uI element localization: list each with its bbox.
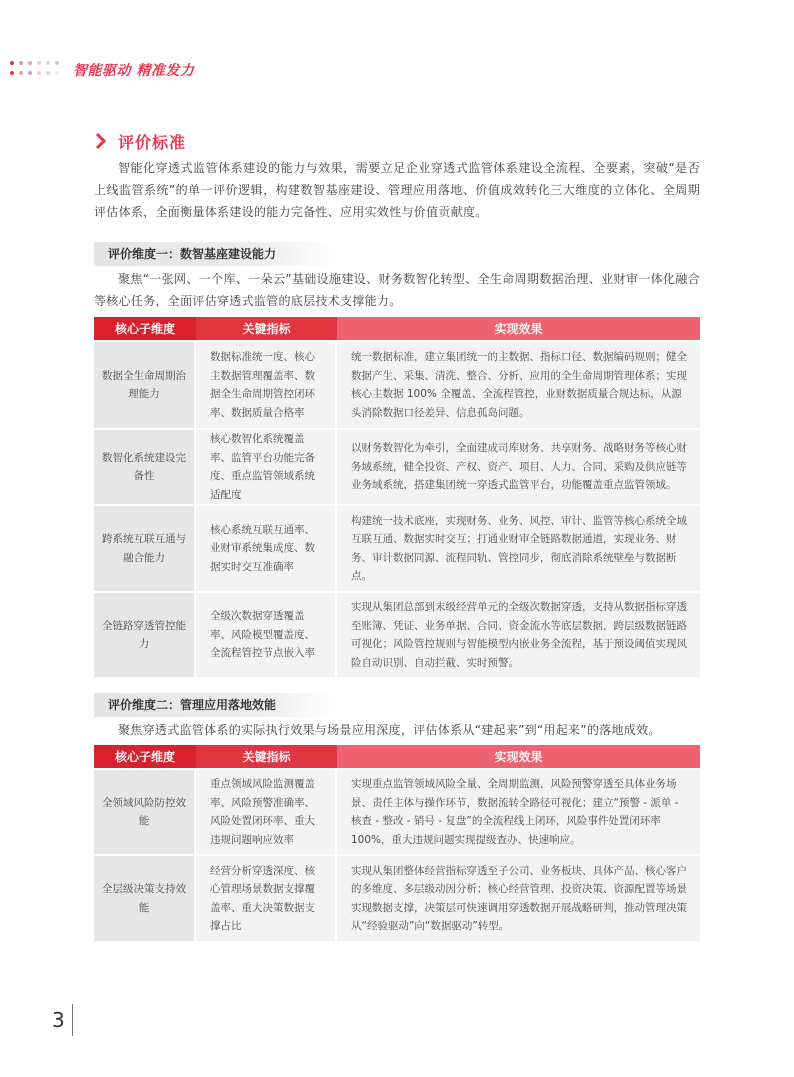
- brand-dot: [46, 61, 50, 65]
- header-key-indicator: 关键指标: [196, 317, 337, 340]
- header-sub-dimension: 核心子维度: [94, 745, 196, 768]
- row-sub-dimension: 数智化系统建设完备性: [94, 428, 196, 504]
- table-row: [94, 428, 700, 504]
- table-row: [94, 504, 700, 591]
- dimension1-table: [94, 317, 700, 677]
- row-indicator: 数据标准统一度、核心主数据管理覆盖率、数据全生命周期管控闭环率、数据质量合格率: [196, 340, 337, 428]
- dimension2-desc: 聚焦穿透式监管体系的实际执行效果与场景应用深度，评估体系从“建起来”到“用起来”的落地成效。: [118, 723, 661, 737]
- row-indicator: 经营分析穿透深度、核心管理场景数据支撑覆盖率、重大决策数据支撑占比: [196, 854, 337, 941]
- row-sub-dimension: 全链路穿透管控能力: [94, 591, 196, 677]
- header-effect: 实现效果: [337, 317, 700, 340]
- row-sub-dimension: 跨系统互联互通与融合能力: [94, 504, 196, 591]
- section-intro: 智能化穿透式监管体系建设的能力与效果，需要立足企业穿透式监管体系建设全流程、全要素，突破“是否上线监管系统”的单一评价逻辑，构建数智基座建设、管理应用落地、价值成效转化三大维度的立体化、全周期评估体系，全面衡量体系建设的能力完备性、应用实效性与价值贡献度。: [94, 161, 700, 219]
- dimension1-tag: 评价维度一：数智基座建设能力: [94, 242, 334, 266]
- row-effect: 实现重点监管领域风险全量、全周期监测，风险预警穿透至具体业务场景、责任主体与操作环节，数据流转全路径可视化；建立“预警 - 派单 - 核查 - 整改 - 销号 - 复盘”的全流程线上闭环，风险事件处置闭环率 100%，重大违规问题实现提级查办、快速响应。: [337, 768, 700, 854]
- brand-dot: [10, 61, 14, 65]
- table-row: [94, 854, 700, 941]
- row-effect: 构建统一技术底座，实现财务、业务、风控、审计、监管等核心系统全域互联互通、数据实时交互；打通业财审全链路数据通道，实现业务、财务、审计数据同源、流程同轨、管控同步，彻底消除系统壁垒与数据断点。: [337, 504, 700, 591]
- brand-dot: [55, 71, 59, 75]
- table-header-row: [94, 745, 700, 768]
- header-sub-dimension: 核心子维度: [94, 317, 196, 340]
- row-sub-dimension: 数据全生命周期治理能力: [94, 340, 196, 428]
- brand-dot: [37, 61, 41, 65]
- page-number-divider: [72, 1004, 73, 1036]
- page-number: 3: [52, 1008, 65, 1032]
- brand-dot: [28, 61, 32, 65]
- row-indicator: 全级次数据穿透覆盖率、风险模型覆盖度、全流程管控节点嵌入率: [196, 591, 337, 677]
- brand-dot: [55, 61, 59, 65]
- brand-dot: [10, 71, 14, 75]
- chevron-right-icon: [94, 132, 108, 150]
- row-indicator: 核心数智化系统覆盖率、监管平台功能完备度、重点监管领域系统适配度: [196, 428, 337, 504]
- row-effect: 统一数据标准，建立集团统一的主数据、指标口径、数据编码规则；健全数据产生、采集、清洗、整合、分析、应用的全生命周期管理体系；实现核心主数据 100% 全覆盖、全流程管控，业财数据质量合规达标，从源头消除数据口径差异、信息孤岛问题。: [337, 340, 700, 428]
- dimension2-table: [94, 745, 700, 941]
- header-brand: 智能驱动 精准发力: [73, 63, 195, 79]
- brand-dot: [19, 61, 23, 65]
- brand-dot: [19, 71, 23, 75]
- row-indicator: 重点领域风险监测覆盖率、风险预警准确率、风险处置闭环率、重大违规问题响应效率: [196, 768, 337, 854]
- section-title: 评价标准: [118, 132, 187, 152]
- table-row: [94, 768, 700, 854]
- row-indicator: 核心系统互联互通率、业财审系统集成度、数据实时交互准确率: [196, 504, 337, 591]
- table-header-row: [94, 317, 700, 340]
- brand-dot: [37, 71, 41, 75]
- row-sub-dimension: 全领域风险防控效能: [94, 768, 196, 854]
- brand-dot: [46, 71, 50, 75]
- brand-dot: [28, 71, 32, 75]
- table-row: [94, 591, 700, 677]
- row-effect: 实现从集团总部到末级经营单元的全级次数据穿透，支持从数据指标穿透至账簿、凭证、业务单据、合同、资金流水等底层数据，跨层级数据链路可视化；风险管控规则与智能模型内嵌业务全流程，基于预设阈值实现风险自动识别、自动拦截、实时预警。: [337, 591, 700, 677]
- dimension2-tag: 评价维度二：管理应用落地效能: [94, 693, 334, 717]
- row-effect: 以财务数智化为牵引，全面建成司库财务、共享财务、战略财务等核心财务域系统，健全投资、产权、资产、项目、人力、合同、采购及供应链等业务域系统，搭建集团统一穿透式监管平台，功能覆盖重点监管领域。: [337, 428, 700, 504]
- header-effect: 实现效果: [337, 745, 700, 768]
- dimension1-desc: 聚焦“一张网、一个库、一朵云”基础设施建设、财务数智化转型、全生命周期数据治理、业财审一体化融合等核心任务，全面评估穿透式监管的底层技术支撑能力。: [94, 272, 700, 308]
- section-heading: [94, 130, 186, 152]
- brand-dots: [10, 59, 70, 83]
- row-sub-dimension: 全层级决策支持效能: [94, 854, 196, 941]
- table-row: [94, 340, 700, 428]
- header-key-indicator: 关键指标: [196, 745, 337, 768]
- row-effect: 实现从集团整体经营指标穿透至子公司、业务板块、具体产品、核心客户的多维度、多层级动因分析；核心经营管理、投资决策、资源配置等场景实现数据支撑，决策层可快速调用穿透数据开展战略研判，推动管理决策从“经验驱动”向“数据驱动”转型。: [337, 854, 700, 941]
